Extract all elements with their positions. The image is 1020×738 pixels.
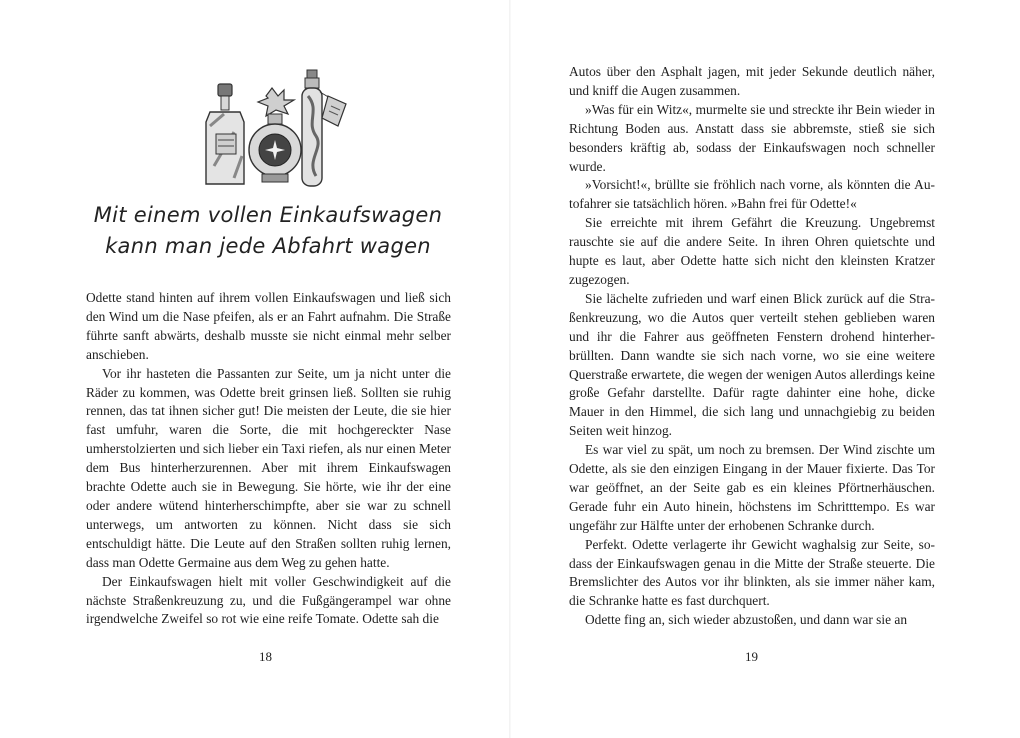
tall-bottle-icon [302,70,346,186]
paragraph: Perfekt. Odette verlagerte ihr Gewicht waghalsig zur Seite, sodass der Einkaufswagen genau in die Mitte der Straße steuerte. Die Bremslichter des Autos vor ihr blinkten, als sie immer näher kam, die Schranke hatte es fast durchquert. [569,536,935,609]
right-page [510,0,1020,738]
paragraph: »Was für ein Witz«, murmelte sie und streckte ihr Bein wieder in Richtung Boden aus. Anstatt dass sie abbremste, stieß sie sich besonders kräftig ab, sodass der Einkaufswagen noch schneller wurde. [569,101,935,174]
paragraph: »Vorsicht!«, brüllte sie fröhlich nach vorne, als könnten die Autofahrer sie tatsächlich hören. »Bahn frei für Odette!« [569,177,935,212]
paragraph: Es war viel zu spät, um noch zu bremsen. Der Wind zischte um Odette, als sie den einzigen Eingang in der Mauer fixierte. Das Tor war geöffnet, an der Seite gab es ein kleines Pförtnerhäuschen. Gerade fuhr ein Auto hinein, höchstens im Schritttempo. Es war ungefähr zur Hälfte unter der erhobenen Schranke durch. [569,442,935,533]
paragraph: Autos über den Asphalt jagen, mit jeder Sekunde deutlich näher, und kniff die Augen zusammen. [569,64,935,98]
page-number: 19 [745,649,758,664]
square-bottle-icon [206,84,244,184]
left-page-body [86,289,451,629]
chapter-title-line-2: kann man jede Abfahrt wagen [105,234,431,258]
page-number: 18 [259,649,272,664]
potion-bottles-illustration [204,66,352,192]
paragraph: Vor ihr hasteten die Passanten zur Seite, um ja nicht unter die Räder zu kommen, was Odette breit grinsen ließ. Sollten sie ruhig rennen, das tat ihnen sicher gut! Die meisten der Leute, die sie hier fast umfuhr, waren die Sorte, die mit hochgereckter Nase umherstolzierten und sich lieber ein Taxi riefen, als nur einen Meter dem Bus hinterherzurennen. Aber mit ihrem Einkaufswagen brachte Odette auch sie in Bewegung. Sie hörte, wie ihr der eine oder andere wütend hinterherschimpfte, aber sie war zu schnell unterwegs, um antworten zu können. Nicht dass sie sich entschuldigt hätte. Die Leute auf den Straßen sollten ruhig lernen, dass man Odette Germaine aus dem Weg zu gehen hatte. [86,365,451,570]
chapter-title-line-1: Mit einem vollen Einkaufswagen [93,203,443,227]
paragraph: Sie lächelte zufrieden und warf einen Blick zurück auf die Straßenkreuzung, wo die Autos quer verteilt stehen geblieben waren und ihr die Fahrer aus geöffneten Fenstern drohend hinterherbrüllten. Dann wandte sie sich nach vorne, wo sie eine weitere Querstraße erwartete, die wegen der wenigen Autos allerdings keine große Gefahr darstellte. Dafür ragte dahinter eine hohe, dicke Mauer in den Himmel, die sich lang und unnachgiebig zu beiden Seiten weit hinzog. [569,290,935,439]
paragraph: Odette fing an, sich wieder abzustoßen, und dann war sie an [585,612,908,628]
round-bottle-icon [249,88,301,182]
right-page-body [569,63,935,630]
paragraph: Odette stand hinten auf ihrem vollen Einkaufswagen und ließ sich den Wind um die Nase pfeifen, als er an Fahrt aufnahm. Die Straße führte sanft abwärts, deshalb musste sie nicht einmal mehr selber anschieben. [86,290,451,362]
paragraph: Sie erreichte mit ihrem Gefährt die Kreuzung. Ungebremst rauschte sie auf die andere Seite. In ihren Ohren quietschte und hupte es laut, aber Odette hatte sich nicht den kleinsten Kratzer zugezogen. [569,215,935,287]
paragraph: Der Einkaufswagen hielt mit voller Geschwindigkeit auf die nächste Straßenkreuzung zu, und die Fußgängerampel war ohne irgendwelche Zweifel so rot wie eine reife Tomate. Odette sah die [86,573,451,627]
